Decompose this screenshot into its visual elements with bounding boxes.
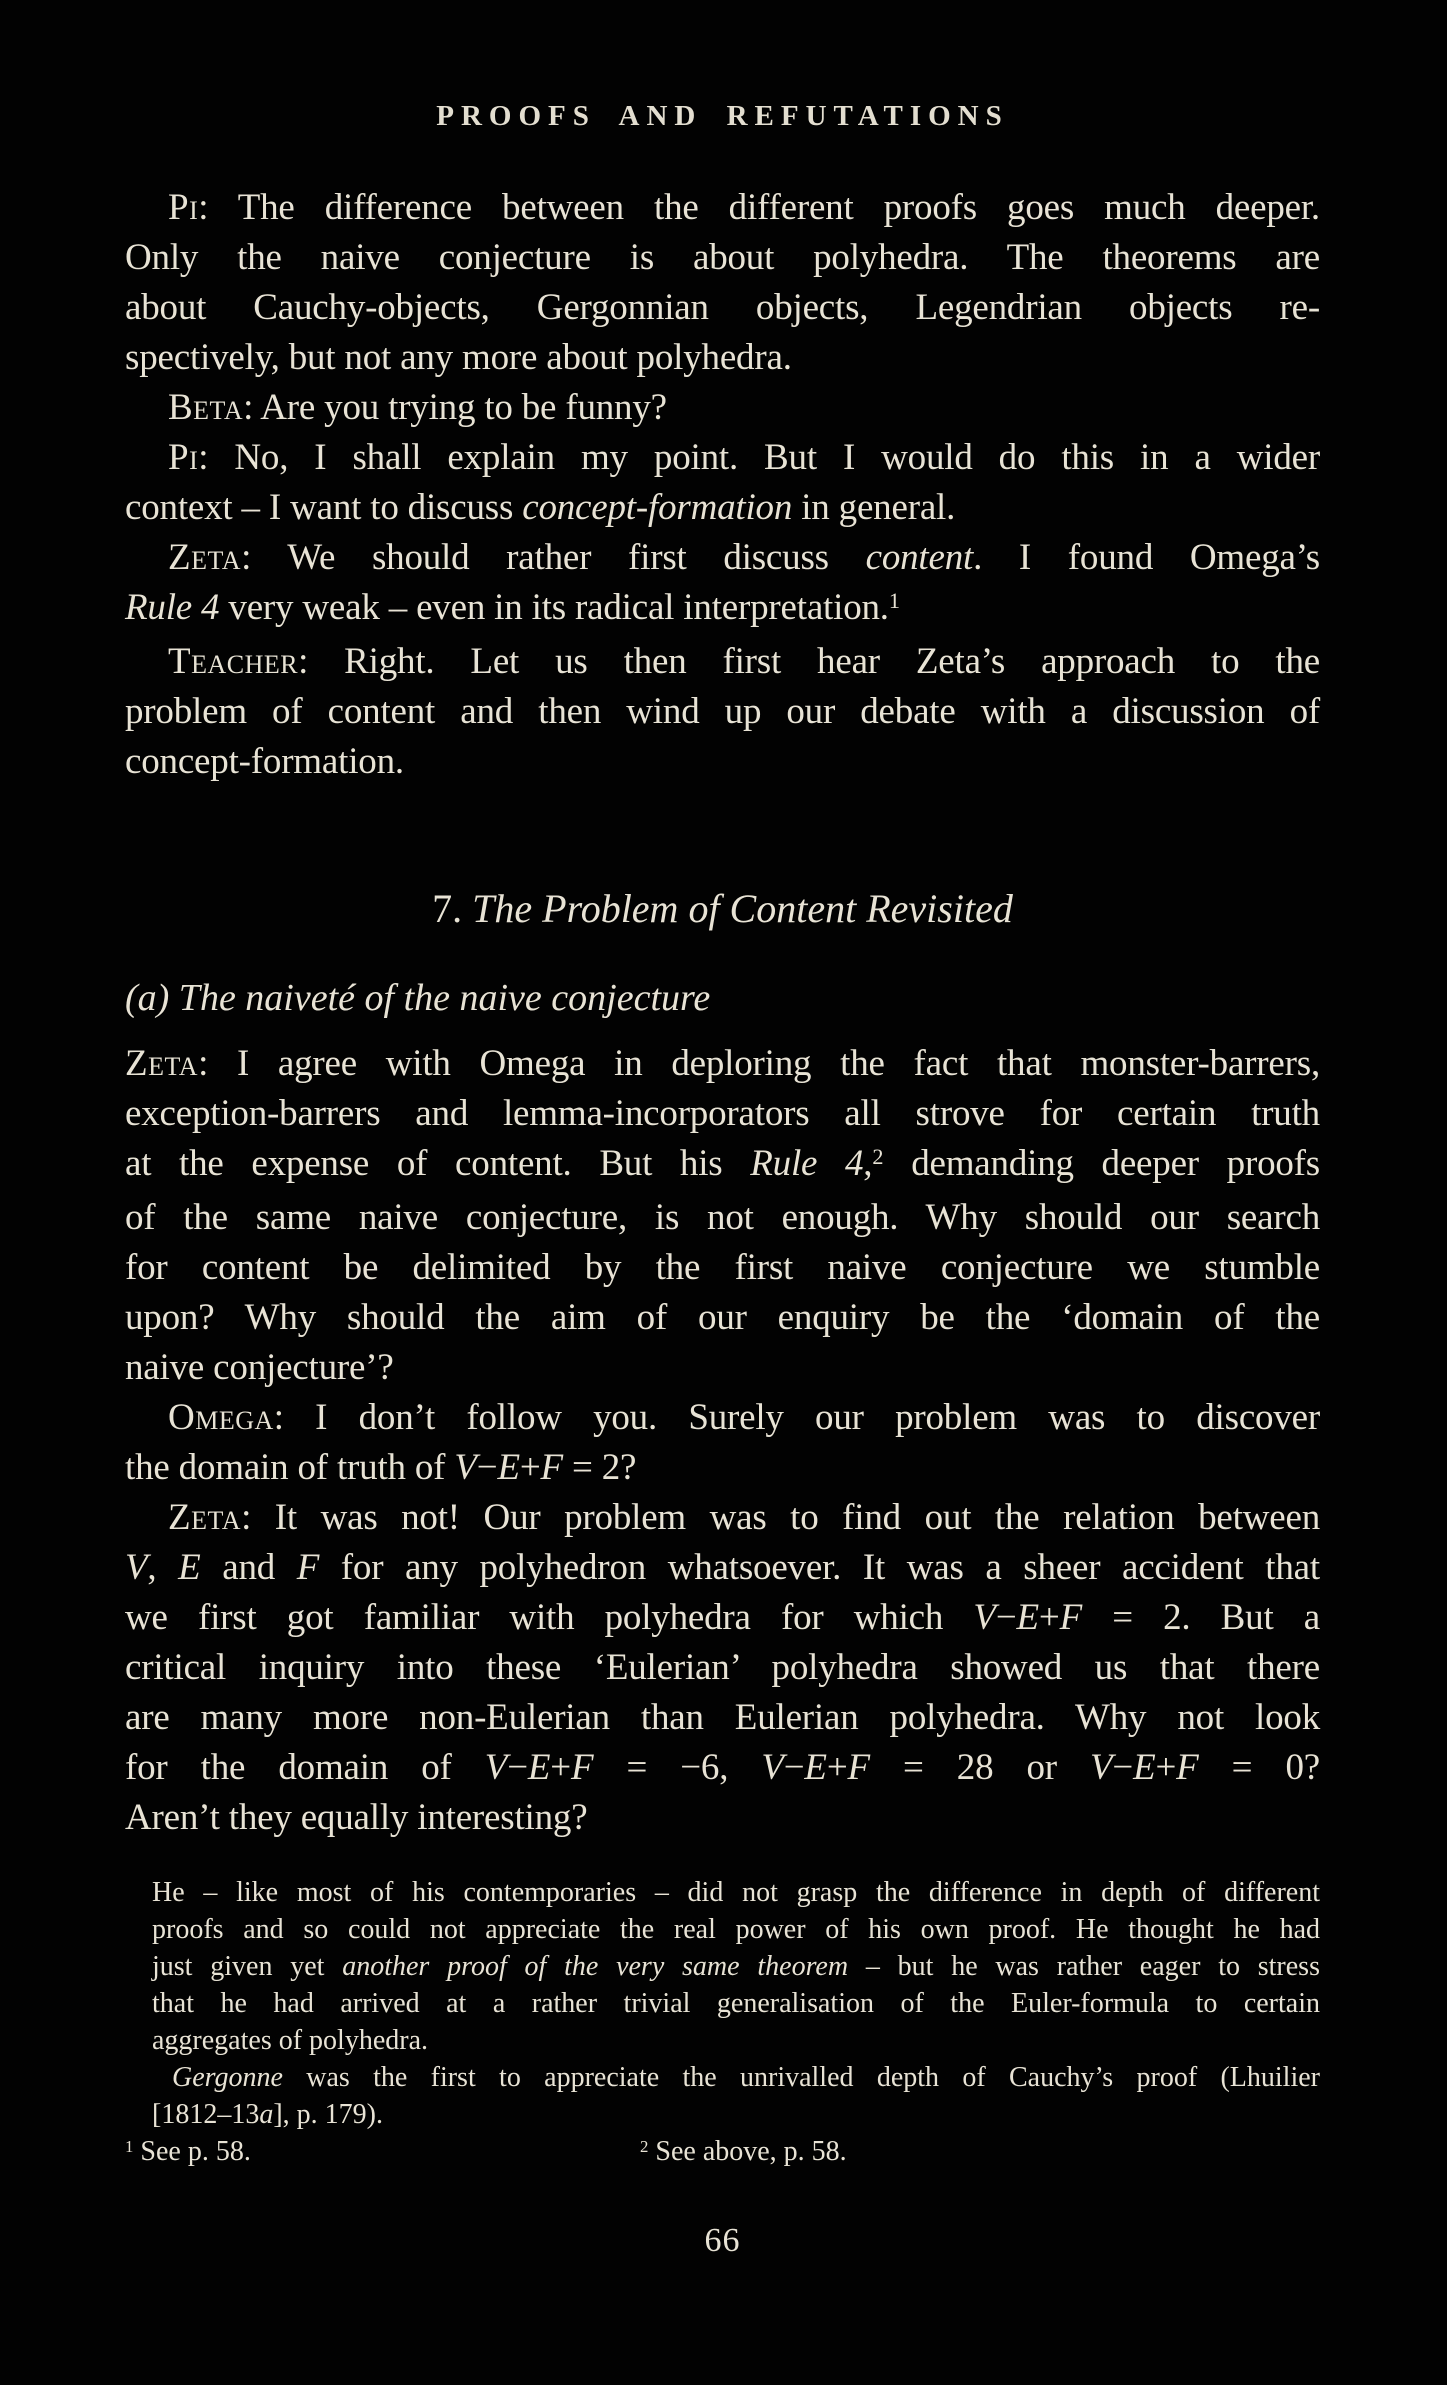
- text-segment: Pi: [168, 187, 199, 228]
- footnote-line: [152, 1874, 1320, 1911]
- dialogue-line: [125, 1039, 1320, 1089]
- text-segment: : I agree with Omega in deploring the fact that monster-barrers,: [198, 1043, 1320, 1084]
- text-segment: ,: [147, 1547, 179, 1588]
- text-segment: +: [519, 1447, 541, 1488]
- footnote-line: [152, 2059, 1320, 2096]
- text-segment: are many more non-Eulerian than Eulerian polyhedra. Why not look: [125, 1697, 1320, 1738]
- dialogue-line: [125, 383, 1320, 433]
- text-segment: concept-formation.: [125, 741, 404, 782]
- text-segment: Omega: [168, 1397, 274, 1438]
- dialogue-line: [125, 283, 1320, 333]
- text-segment: the domain of truth of: [125, 1447, 455, 1488]
- text-segment: V: [1090, 1747, 1113, 1788]
- footnote-line: [152, 1911, 1320, 1948]
- text-segment: F: [296, 1547, 320, 1588]
- text-segment: V: [125, 1547, 148, 1588]
- dialogue-line: [125, 1243, 1320, 1293]
- text-segment: = 2?: [562, 1447, 637, 1488]
- text-segment: : We should rather first discuss: [241, 537, 866, 578]
- text-segment: for content be delimited by the first naive conjecture we stumble: [125, 1247, 1320, 1288]
- dialogue-block-1: [125, 183, 1320, 787]
- text-segment: (a) The naiveté of the naive conjecture: [125, 977, 711, 1019]
- text-segment: Gergonne: [172, 2062, 283, 2093]
- text-segment: we first got familiar with polyhedra for which: [125, 1597, 974, 1638]
- footnote-line: [152, 2096, 1320, 2133]
- text-segment: [1812–13: [152, 2099, 260, 2130]
- text-segment: V: [484, 1747, 508, 1788]
- dialogue-line: [125, 483, 1320, 533]
- text-segment: just given yet: [152, 1951, 343, 1982]
- text-segment: −: [783, 1747, 805, 1788]
- text-segment: : The difference between the different proofs goes much deeper.: [198, 187, 1320, 228]
- text-segment: = 0?: [1198, 1747, 1320, 1788]
- text-segment: content: [865, 537, 974, 578]
- text-segment: was the first to appreciate the unrivalled depth of Cauchy’s proof (Lhuilier: [282, 2062, 1320, 2093]
- text-segment: He – like most of his contemporaries – did not grasp the difference in depth of different: [152, 1877, 1320, 1908]
- text-segment: Zeta: [125, 1043, 199, 1084]
- dialogue-line: [125, 1443, 1320, 1493]
- text-segment: E: [527, 1747, 551, 1788]
- text-segment: V: [454, 1447, 477, 1488]
- text-segment: −: [476, 1447, 498, 1488]
- text-segment: : Right. Let us then first hear Zeta’s approach to the: [298, 641, 1320, 682]
- text-segment: +: [550, 1747, 571, 1788]
- dialogue-line: [125, 1693, 1320, 1743]
- text-segment: . I found Omega’s: [973, 537, 1320, 578]
- text-segment: – but he was rather eager to stress: [848, 1951, 1320, 1982]
- text-segment: concept-formation: [522, 487, 793, 528]
- text-segment: +: [826, 1747, 848, 1788]
- text-segment: V: [761, 1747, 784, 1788]
- footnote-marker: 2: [872, 1143, 884, 1169]
- dialogue-block-2: [125, 1039, 1320, 1843]
- footnote-marker: 1: [888, 587, 900, 613]
- text-segment: Beta: [168, 387, 244, 428]
- page-number: 66: [704, 2222, 741, 2259]
- text-segment: Only the naive conjecture is about polyhedra. The theorems are: [125, 237, 1320, 278]
- dialogue-line: [125, 233, 1320, 283]
- footnote-ref-1: [125, 2136, 251, 2167]
- text-segment: ], p. 179).: [273, 2099, 383, 2130]
- text-segment: The Problem of Content Revisited: [472, 886, 1013, 931]
- text-segment: F: [1059, 1597, 1082, 1638]
- footnote-references: [125, 2133, 1320, 2170]
- text-segment: Zeta: [168, 1497, 242, 1538]
- text-segment: −: [1112, 1747, 1134, 1788]
- text-segment: −: [995, 1597, 1017, 1638]
- footnote-marker: 1: [125, 2136, 134, 2156]
- text-segment: upon? Why should the aim of our enquiry be the ‘domain of the: [125, 1297, 1320, 1338]
- dialogue-line: [125, 1793, 1320, 1843]
- text-segment: that he had arrived at a rather trivial generalisation of the Euler-formula to certain: [152, 1988, 1320, 2019]
- text-segment: −: [507, 1747, 528, 1788]
- text-segment: demanding deeper proofs: [883, 1143, 1320, 1184]
- text-segment: E: [178, 1547, 201, 1588]
- text-segment: See p. 58.: [133, 2136, 251, 2167]
- text-segment: very weak – even in its radical interpretation.: [219, 587, 889, 628]
- text-segment: E: [497, 1447, 520, 1488]
- text-segment: Rule 4: [750, 1143, 864, 1184]
- dialogue-line: [125, 1493, 1320, 1543]
- text-segment: = 2. But a: [1081, 1597, 1320, 1638]
- footnote-line: [152, 1948, 1320, 1985]
- footnote-marker: 2: [640, 2136, 649, 2156]
- dialogue-line: [125, 1193, 1320, 1243]
- dialogue-line: [125, 637, 1320, 687]
- footnote-line: [152, 1985, 1320, 2022]
- text-segment: : It was not! Our problem was to find out the relation between: [241, 1497, 1320, 1538]
- dialogue-line: [125, 1743, 1320, 1793]
- dialogue-line: [125, 1593, 1320, 1643]
- text-segment: E: [1016, 1597, 1039, 1638]
- text-segment: F: [1176, 1747, 1199, 1788]
- dialogue-line: [125, 1543, 1320, 1593]
- text-segment: E: [1133, 1747, 1156, 1788]
- text-segment: : No, I shall explain my point. But I would do this in a wider: [198, 437, 1320, 478]
- text-segment: See above, p. 58.: [648, 2136, 847, 2167]
- dialogue-line: [125, 183, 1320, 233]
- text-segment: Rule 4: [125, 587, 220, 628]
- dialogue-line: [125, 1393, 1320, 1443]
- dialogue-line: [125, 333, 1320, 383]
- text-segment: for any polyhedron whatsoever. It was a sheer accident that: [319, 1547, 1320, 1588]
- dialogue-line: [125, 433, 1320, 483]
- subsection-heading: [125, 975, 1320, 1021]
- dialogue-line: [125, 687, 1320, 737]
- text-segment: spectively, but not any more about polyhedra.: [125, 337, 792, 378]
- text-segment: naive conjecture’?: [125, 1347, 394, 1388]
- text-segment: = −6,: [593, 1747, 762, 1788]
- dialogue-line: [125, 737, 1320, 787]
- dialogue-line: [125, 1139, 1320, 1193]
- text-segment: F: [570, 1747, 594, 1788]
- dialogue-line: [125, 583, 1320, 637]
- dialogue-line: [125, 1343, 1320, 1393]
- text-segment: about Cauchy-objects, Gergonnian objects, Legendrian objects re-: [125, 287, 1320, 328]
- footnote-line: [152, 2022, 1320, 2059]
- dialogue-line: [125, 1089, 1320, 1139]
- text-segment: proofs and so could not appreciate the real power of his own proof. He thought he had: [152, 1914, 1320, 1945]
- text-segment: 7.: [432, 886, 473, 931]
- text-segment: context – I want to discuss: [125, 487, 523, 528]
- text-segment: V: [973, 1597, 996, 1638]
- text-segment: exception-barrers and lemma-incorporators all strove for certain truth: [125, 1093, 1320, 1134]
- text-segment: +: [1155, 1747, 1177, 1788]
- text-segment: of the same naive conjecture, is not enough. Why should our search: [125, 1197, 1320, 1238]
- dialogue-line: [125, 1643, 1320, 1693]
- footnote-block: [125, 1874, 1320, 2170]
- text-segment: problem of content and then wind up our debate with a discussion of: [125, 691, 1320, 732]
- text-segment: : I don’t follow you. Surely our problem was to discover: [273, 1397, 1320, 1438]
- text-segment: another proof of the very same theorem: [342, 1951, 849, 1982]
- text-segment: F: [540, 1447, 563, 1488]
- footnote-ref-2: [640, 2133, 847, 2173]
- dialogue-line: [125, 533, 1320, 583]
- section-heading: [125, 885, 1320, 933]
- text-segment: at the expense of content. But his: [125, 1143, 751, 1184]
- text-segment: a: [259, 2099, 274, 2130]
- text-segment: Zeta: [168, 537, 242, 578]
- text-segment: Aren’t they equally interesting?: [125, 1797, 588, 1838]
- text-segment: Teacher: [168, 641, 299, 682]
- text-segment: aggregates of polyhedra.: [152, 2025, 428, 2056]
- text-segment: F: [847, 1747, 870, 1788]
- text-segment: Pi: [168, 437, 199, 478]
- text-segment: in general.: [792, 487, 956, 528]
- text-segment: +: [1038, 1597, 1060, 1638]
- text-segment: critical inquiry into these ‘Eulerian’ polyhedra showed us that there: [125, 1647, 1320, 1688]
- text-segment: and: [200, 1547, 297, 1588]
- footnote-lines: [152, 1874, 1320, 2133]
- text-segment: ,: [863, 1143, 873, 1184]
- text-segment: = 28 or: [869, 1747, 1091, 1788]
- text-segment: : Are you trying to be funny?: [243, 387, 667, 428]
- dialogue-line: [125, 1293, 1320, 1343]
- running-header: PROOFS AND REFUTATIONS: [436, 100, 1009, 132]
- text-segment: E: [804, 1747, 827, 1788]
- text-segment: for the domain of: [125, 1747, 485, 1788]
